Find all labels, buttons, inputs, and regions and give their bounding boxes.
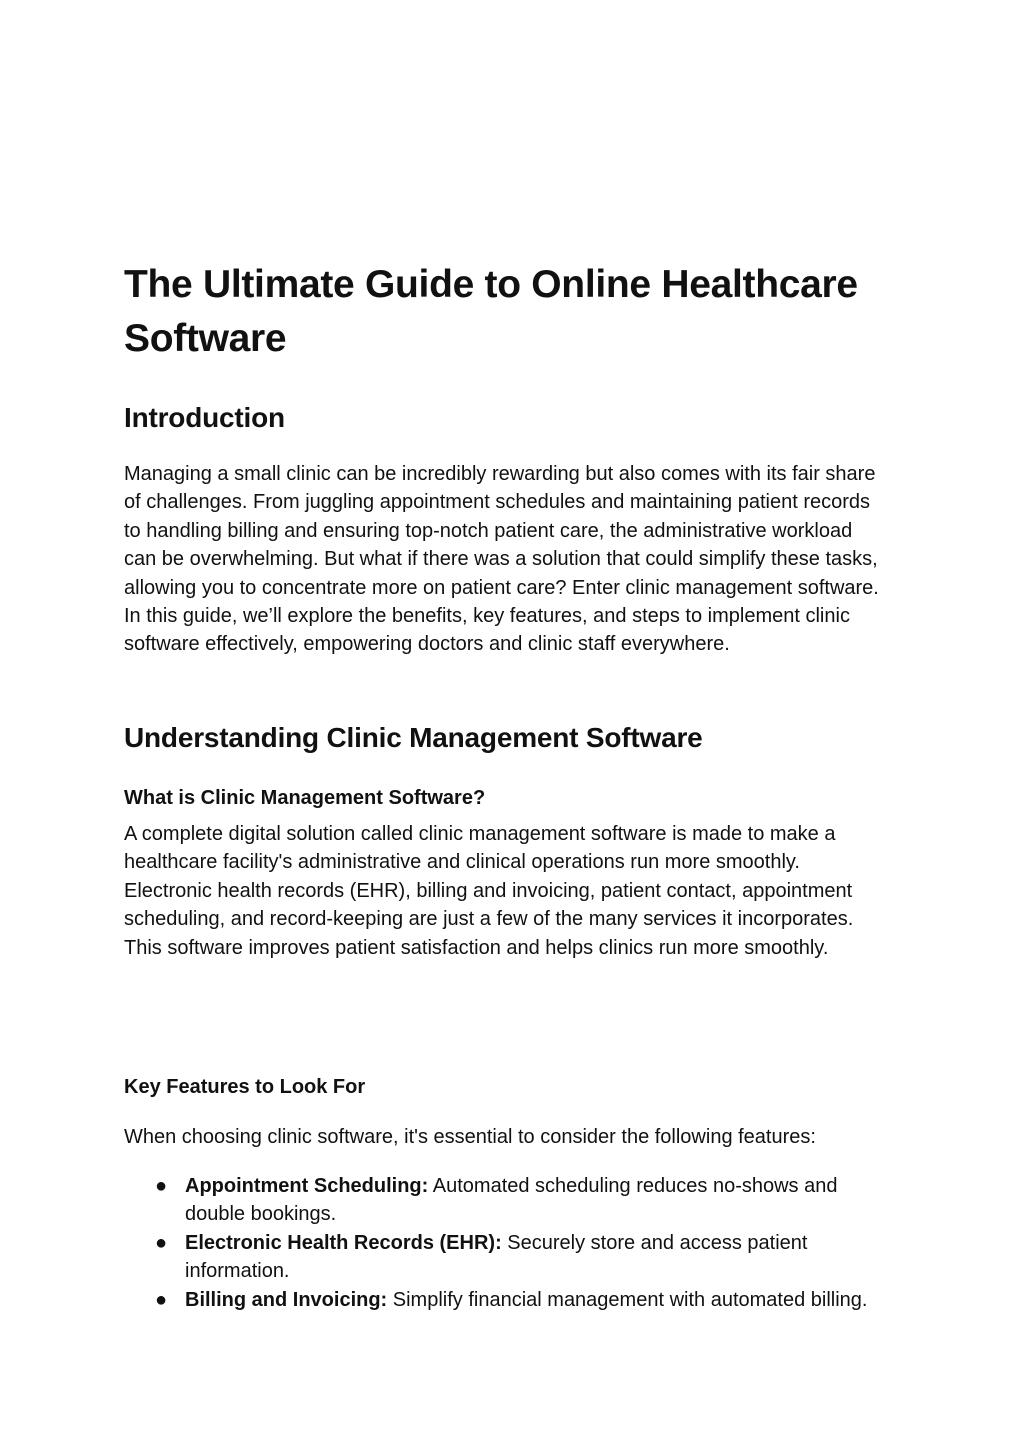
feature-term: Appointment Scheduling: <box>185 1175 429 1197</box>
what-is-paragraph: A complete digital solution called clinic management software is made to make a healthcare facility's administrative and clinical operations run more smoothly. Electronic health records (EHR), billing and invoicing, patient contact, appointment scheduling, and record-keeping are just a few of the many services it incorporates. This software improves patient satisfaction and helps clinics run more smoothly. <box>124 823 854 959</box>
key-features-intro: When choosing clinic software, it's essential to consider the following features: <box>124 1126 816 1148</box>
feature-term: Billing and Invoicing: <box>185 1288 388 1311</box>
feature-description: Automated scheduling reduces no-shows and double bookings. <box>185 1175 838 1226</box>
bullet-icon: ● <box>155 1288 168 1311</box>
bullet-icon: ● <box>155 1231 168 1254</box>
introduction-paragraph: Managing a small clinic can be incredibly rewarding but also comes with its fair share of challenges. From juggling appointment schedules and maintaining patient records to handling billing and ensuring top-notch patient care, the administrative workload can be overwhelming. But what if there was a solution that could simplify these tasks, allowing you to concentrate more on patient care? Enter clinic management software. In this guide, we’ll explore the benefits, key features, and steps to implement clinic software effectively, empowering doctors and clinic staff everywhere. <box>124 463 879 656</box>
list-item <box>124 1172 894 1229</box>
bullet-icon: ● <box>155 1175 168 1197</box>
subsection-heading-key-features: Key Features to Look For <box>124 1076 366 1098</box>
list-item <box>124 1229 894 1286</box>
list-item <box>124 1286 894 1314</box>
subsection-heading-what-is: What is Clinic Management Software? <box>124 787 486 809</box>
feature-description: Securely store and access patient information. <box>185 1231 808 1283</box>
feature-term: Electronic Health Records (EHR): <box>185 1231 502 1254</box>
section-heading-introduction: Introduction <box>124 402 285 433</box>
section-heading-understanding: Understanding Clinic Management Software <box>124 722 703 753</box>
features-list <box>124 1172 894 1314</box>
document-title: The Ultimate Guide to Online Healthcare Software <box>124 263 858 360</box>
feature-description: Simplify financial management with automated billing. <box>387 1288 868 1311</box>
